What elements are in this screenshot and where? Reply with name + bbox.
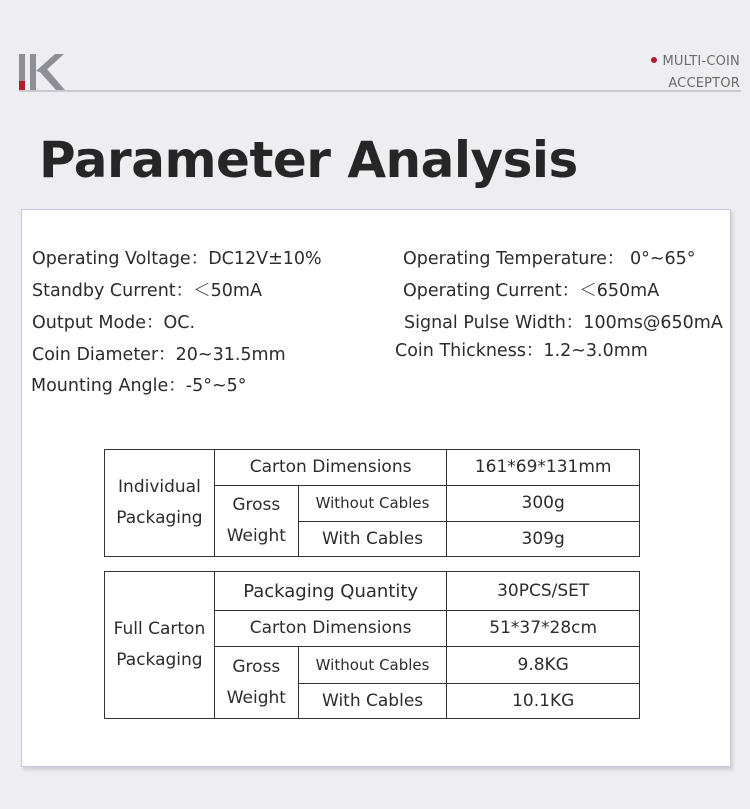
with-cables-label: With Cables xyxy=(298,522,447,557)
full-carton-group-cell: Full Carton Packaging xyxy=(105,572,215,719)
param-operating-current: Operating Current：＜650mA xyxy=(403,281,660,301)
carton-dimensions-value: 161*69*131mm xyxy=(447,450,640,486)
param-coin-thickness: Coin Thickness：1.2~3.0mm xyxy=(395,341,648,361)
full-carton-dimensions-value: 51*37*28cm xyxy=(447,611,640,647)
packaging-quantity-value: 30PCS/SET xyxy=(447,572,640,611)
carton-dimensions-label: Carton Dimensions xyxy=(214,450,446,486)
full-carton-table xyxy=(104,571,640,719)
full-without-cables-value: 9.8KG xyxy=(447,647,640,684)
product-tag xyxy=(651,51,740,95)
header-divider xyxy=(19,90,741,92)
param-mounting-angle: Mounting Angle：-5°~5° xyxy=(31,376,247,396)
without-cables-value: 300g xyxy=(447,486,640,522)
with-cables-value: 309g xyxy=(447,522,640,557)
tag-line-2: ACCEPTOR xyxy=(668,76,740,91)
parameter-card xyxy=(21,209,731,767)
individual-packaging-table xyxy=(104,449,640,557)
param-coin-diameter: Coin Diameter：20~31.5mm xyxy=(32,345,286,365)
param-operating-voltage: Operating Voltage：DC12V±10% xyxy=(32,249,322,269)
full-with-cables-label: With Cables xyxy=(298,684,447,719)
param-output-mode: Output Mode：OC. xyxy=(32,313,196,333)
param-signal-pulse-width: Signal Pulse Width：100ms@650mA xyxy=(404,313,723,333)
individual-group-cell: Individual Packaging xyxy=(105,450,215,557)
param-standby-current: Standby Current：＜50mA xyxy=(32,281,262,301)
without-cables-label: Without Cables xyxy=(298,486,447,522)
full-carton-dimensions-label: Carton Dimensions xyxy=(214,611,446,647)
packaging-quantity-label: Packaging Quantity xyxy=(214,572,446,611)
tag-line-1: MULTI-COIN xyxy=(662,54,740,69)
full-without-cables-label: Without Cables xyxy=(298,647,447,684)
page-title: Parameter Analysis xyxy=(39,131,578,189)
brand-logo xyxy=(19,54,65,90)
gross-weight-label: Gross Weight xyxy=(214,486,298,557)
full-gross-weight-label: Gross Weight xyxy=(214,647,298,719)
param-operating-temperature: Operating Temperature： 0°~65° xyxy=(403,249,696,269)
full-with-cables-value: 10.1KG xyxy=(447,684,640,719)
red-dot-icon xyxy=(651,57,657,63)
